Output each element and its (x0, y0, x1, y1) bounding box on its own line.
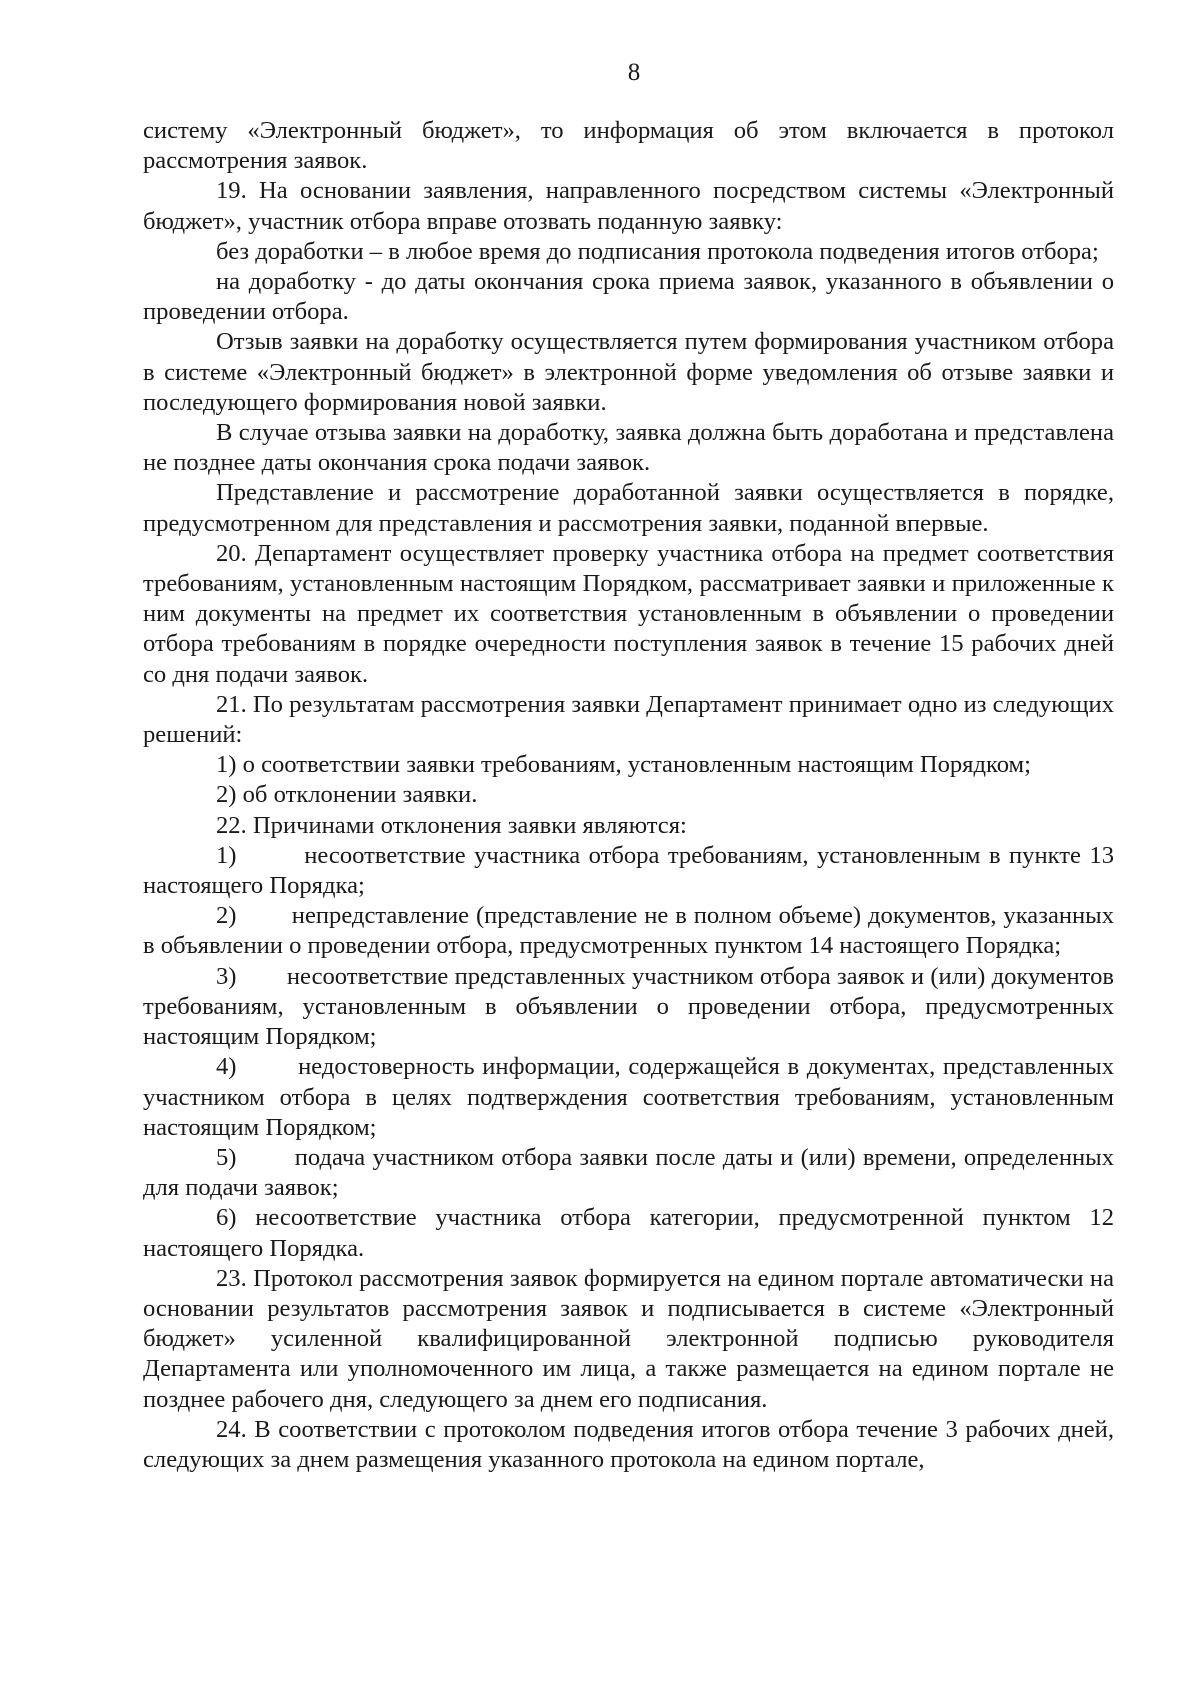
paragraph: 4) недостоверность информации, содержащейся в документах, представленных участником отбора в целях подтверждения соответствия требованиям, установленным настоящим Порядком; (143, 1053, 1121, 1141)
paragraph: 24. В соответствии с протоколом подведения итогов отбора течение 3 рабочих дней, следующих за днем размещения указанного протокола на едином портале, (143, 1415, 1121, 1473)
paragraph: 6) несоответствие участника отбора категории, предусмотренной пунктом 12 настоящего Порядка. (143, 1204, 1121, 1262)
paragraph: 23. Протокол рассмотрения заявок формируется на едином портале автоматически на основании результатов рассмотрения заявок и подписывается в системе «Электронный бюджет» усиленной квалифицированной электронной подписью руководителя Департамента или уполномоченного им лица, а также размещается на едином портале не позднее рабочего дня, следующего за днем его подписания. (143, 1264, 1121, 1413)
paragraph: 3) несоответствие представленных участником отбора заявок и (или) документов требованиям, установленным в объявлении о проведении отбора, предусмотренных настоящим Порядком; (143, 962, 1121, 1051)
document-body (143, 116, 1121, 1475)
paragraph: В случае отзыва заявки на доработку, заявка должна быть доработана и представлена не позднее даты окончания срока подачи заявок. (143, 419, 1121, 477)
paragraph: 19. На основании заявления, направленного посредством системы «Электронный бюджет», участник отбора вправе отозвать поданную заявку: (143, 177, 1121, 235)
paragraph: 5) подача участником отбора заявки после даты и (или) времени, определенных для подачи заявок; (143, 1143, 1121, 1202)
paragraph: 22. Причинами отклонения заявки являются: (216, 811, 687, 839)
paragraph: Представление и рассмотрение доработанной заявки осуществляется в порядке, предусмотренном для представления и рассмотрения заявки, поданной впервые. (143, 479, 1121, 537)
paragraph: 1) о соответствии заявки требованиям, установленным настоящим Порядком; (216, 751, 1031, 779)
paragraph: на доработку - до даты окончания срока приема заявок, указанного в объявлении о проведении отбора. (143, 268, 1121, 326)
paragraph: 1) несоответствие участника отбора требованиям, установленным в пункте 13 настоящего Порядка; (143, 841, 1121, 900)
paragraph: систему «Электронный бюджет», то информация об этом включается в протокол рассмотрения заявок. (143, 117, 1121, 175)
page-number: 8 (627, 59, 641, 86)
paragraph: 2) об отклонении заявки. (216, 781, 478, 809)
paragraph: 20. Департамент осуществляет проверку участника отбора на предмет соответствия требованиям, установленным настоящим Порядком, рассматривает заявки и приложенные к ним документы на предмет их соответствия установленным в объявлении о проведении отбора требованиям в порядке очередности поступления заявок в течение 15 рабочих дней со дня подачи заявок. (143, 539, 1121, 688)
paragraph: 2) непредставление (представление не в полном объеме) документов, указанных в объявлении о проведении отбора, предусмотренных пунктом 14 настоящего Порядка; (143, 902, 1121, 960)
paragraph: Отзыв заявки на доработку осуществляется путем формирования участником отбора в системе «Электронный бюджет» в электронной форме уведомления об отзыве заявки и последующего формирования новой заявки. (143, 328, 1121, 416)
paragraph: без доработки – в любое время до подписания протокола подведения итогов отбора; (216, 237, 1099, 265)
paragraph: 21. По результатам рассмотрения заявки Департамент принимает одно из следующих решений: (143, 690, 1121, 749)
